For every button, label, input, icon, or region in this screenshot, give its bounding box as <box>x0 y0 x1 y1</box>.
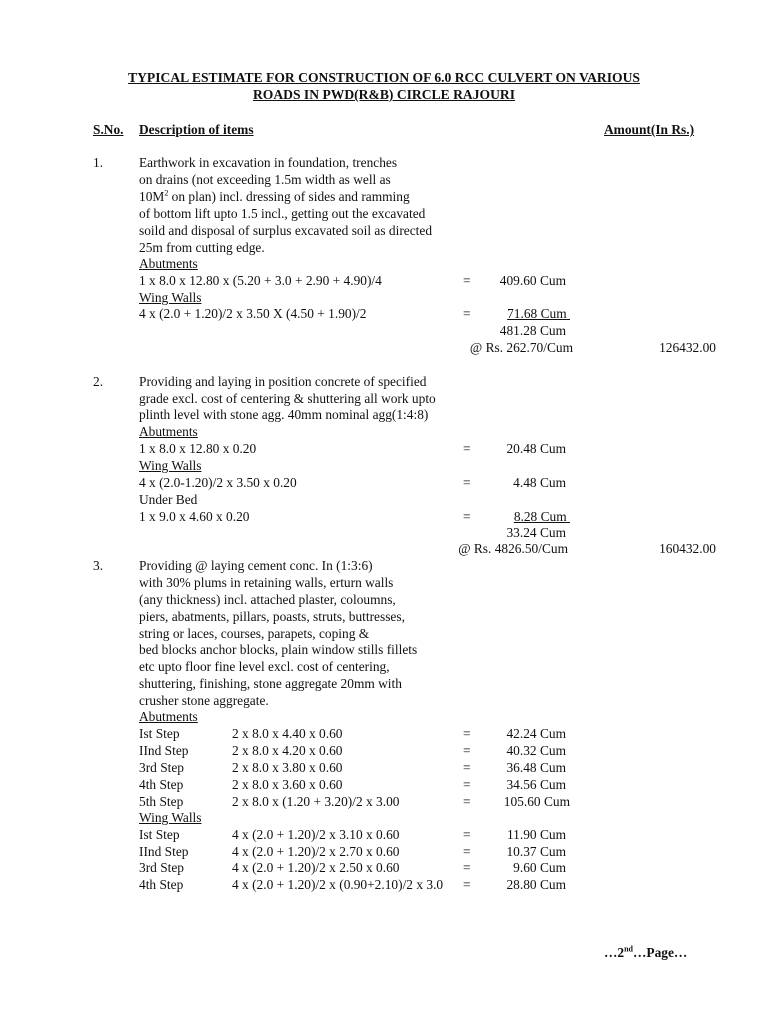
equals-sign: = <box>463 777 471 792</box>
step-label: 4th Step <box>139 877 184 892</box>
equals-sign: = <box>463 306 471 321</box>
calc-value: 40.32 Cum <box>506 743 566 758</box>
equals-sign: = <box>463 273 471 288</box>
item-description-line: crusher stone aggregate. <box>139 693 269 708</box>
item-number: 1. <box>93 155 104 170</box>
equals-sign: = <box>463 844 471 859</box>
calc-value: 20.48 Cum <box>506 441 566 456</box>
item-description-line: soild and disposal of surplus excavated soil as directed <box>139 223 433 238</box>
calc-expression: 2 x 8.0 x 4.20 x 0.60 <box>232 743 343 758</box>
calc-value: 9.60 Cum <box>513 860 566 875</box>
step-label: 5th Step <box>139 794 184 809</box>
equals-sign: = <box>463 877 471 892</box>
calc-value-text: 8.28 Cum <box>513 509 567 524</box>
item-description-line: etc upto floor fine level excl. cost of centering, <box>139 659 390 674</box>
section-label-abutments: Abutments <box>139 424 198 439</box>
item-description-line: shuttering, finishing, stone aggregate 20mm with <box>139 676 402 691</box>
section-label-abutments: Abutments <box>139 256 198 271</box>
calc-expression: 2 x 8.0 x 3.80 x 0.60 <box>232 760 343 775</box>
section-label-wing-walls: Wing Walls <box>139 810 202 825</box>
item-number: 2. <box>93 374 104 389</box>
calc-expression: 1 x 8.0 x 12.80 x 0.20 <box>139 441 257 456</box>
calc-expression: 4 x (2.0 + 1.20)/2 x 3.10 x 0.60 <box>232 827 400 842</box>
section-label-abutments: Abutments <box>139 709 198 724</box>
superscript: 2 <box>164 188 169 198</box>
page-continuation-prefix: …2 <box>604 945 625 960</box>
equals-sign: = <box>463 743 471 758</box>
calc-value: 4.48 Cum <box>513 475 566 490</box>
step-label: 3rd Step <box>139 760 185 775</box>
item-description-line: with 30% plums in retaining walls, erturn walls <box>139 575 394 590</box>
equals-sign: = <box>463 794 471 809</box>
header-description: Description of items <box>139 122 254 137</box>
calc-value-text: 71.68 Cum <box>507 306 567 321</box>
page-continuation-suffix: …Page… <box>633 945 688 960</box>
calc-value: 105.60 Cum <box>503 794 570 809</box>
unit-text-rest: on plan) incl. dressing of sides and ramming <box>168 189 410 204</box>
calc-expression: 4 x (2.0 + 1.20)/2 x 2.50 x 0.60 <box>232 860 400 875</box>
total-quantity: 481.28 Cum <box>499 323 566 338</box>
total-quantity: 33.24 Cum <box>506 525 566 540</box>
calc-expression: 2 x 8.0 x (1.20 + 3.20)/2 x 3.00 <box>232 794 400 809</box>
calc-value: 34.56 Cum <box>506 777 566 792</box>
item-description-line: string or laces, courses, parapets, coping & <box>139 626 370 641</box>
equals-sign: = <box>463 726 471 741</box>
section-label-wing-walls: Wing Walls <box>139 290 202 305</box>
calc-expression: 4 x (2.0-1.20)/2 x 3.50 x 0.20 <box>139 475 297 490</box>
equals-sign: = <box>463 509 471 524</box>
calc-value: 11.90 Cum <box>506 827 566 842</box>
item-description-line: on drains (not exceeding 1.5m width as well as <box>139 172 391 187</box>
section-label-under-bed: Under Bed <box>139 492 198 507</box>
rate: @ Rs. 262.70/Cum <box>469 340 573 355</box>
item-description-line <box>139 188 410 205</box>
step-label: Ist Step <box>139 726 180 741</box>
document-title-line-2: ROADS IN PWD(R&B) CIRCLE RAJOURI <box>252 87 516 102</box>
document-title-line-1: TYPICAL ESTIMATE FOR CONSTRUCTION OF 6.0 RCC CULVERT ON VARIOUS <box>128 70 640 85</box>
calc-value <box>470 305 570 322</box>
page-continuation <box>604 944 687 961</box>
equals-sign: = <box>463 827 471 842</box>
calc-expression: 1 x 8.0 x 12.80 x (5.20 + 3.0 + 2.90 + 4.90)/4 <box>139 273 382 288</box>
calc-expression: 4 x (2.0 + 1.20)/2 x (0.90+2.10)/2 x 3.0 <box>232 877 444 892</box>
item-description-line: plinth level with stone agg. 40mm nominal agg(1:4:8) <box>139 407 429 422</box>
calc-value: 28.80 Cum <box>506 877 566 892</box>
superscript: nd <box>624 944 633 954</box>
equals-sign: = <box>463 475 471 490</box>
item-amount: 160432.00 <box>659 541 716 556</box>
calc-value: 409.60 Cum <box>499 273 566 288</box>
calc-value: 42.24 Cum <box>506 726 566 741</box>
item-description-line: Earthwork in excavation in foundation, trenches <box>139 155 398 170</box>
equals-sign: = <box>463 760 471 775</box>
equals-sign: = <box>463 441 471 456</box>
item-amount: 126432.00 <box>659 340 716 355</box>
item-description-line: Providing @ laying cement conc. In (1:3:6) <box>139 558 373 573</box>
section-label-wing-walls: Wing Walls <box>139 458 202 473</box>
item-description-line: of bottom lift upto 1.5 incl., getting out the excavated <box>139 206 426 221</box>
unit-text: 10M <box>139 189 165 204</box>
step-label: IInd Step <box>139 844 189 859</box>
calc-value: 10.37 Cum <box>506 844 566 859</box>
item-description-line: Providing and laying in position concrete of specified <box>139 374 427 389</box>
equals-sign: = <box>463 860 471 875</box>
step-label: Ist Step <box>139 827 180 842</box>
item-description-line: piers, abatments, pillars, poasts, struts, buttresses, <box>139 609 405 624</box>
calc-expression: 4 x (2.0 + 1.20)/2 x 2.70 x 0.60 <box>232 844 400 859</box>
item-description-line: 25m from cutting edge. <box>139 240 265 255</box>
item-number: 3. <box>93 558 104 573</box>
header-sno: S.No. <box>93 122 124 137</box>
calc-value: 36.48 Cum <box>506 760 566 775</box>
calc-expression: 2 x 8.0 x 3.60 x 0.60 <box>232 777 343 792</box>
step-label: 4th Step <box>139 777 184 792</box>
calc-expression: 1 x 9.0 x 4.60 x 0.20 <box>139 509 250 524</box>
item-description-line: bed blocks anchor blocks, plain window stills fillets <box>139 642 418 657</box>
header-amount: Amount(In Rs.) <box>604 122 695 137</box>
item-description-line: (any thickness) incl. attached plaster, coloumns, <box>139 592 396 607</box>
step-label: IInd Step <box>139 743 189 758</box>
calc-expression: 4 x (2.0 + 1.20)/2 x 3.50 X (4.50 + 1.90)/2 <box>139 306 367 321</box>
step-label: 3rd Step <box>139 860 185 875</box>
calc-expression: 2 x 8.0 x 4.40 x 0.60 <box>232 726 343 741</box>
rate: @ Rs. 4826.50/Cum <box>458 541 568 556</box>
calc-value <box>470 508 570 525</box>
item-description-line: grade excl. cost of centering & shuttering all work upto <box>139 391 436 406</box>
